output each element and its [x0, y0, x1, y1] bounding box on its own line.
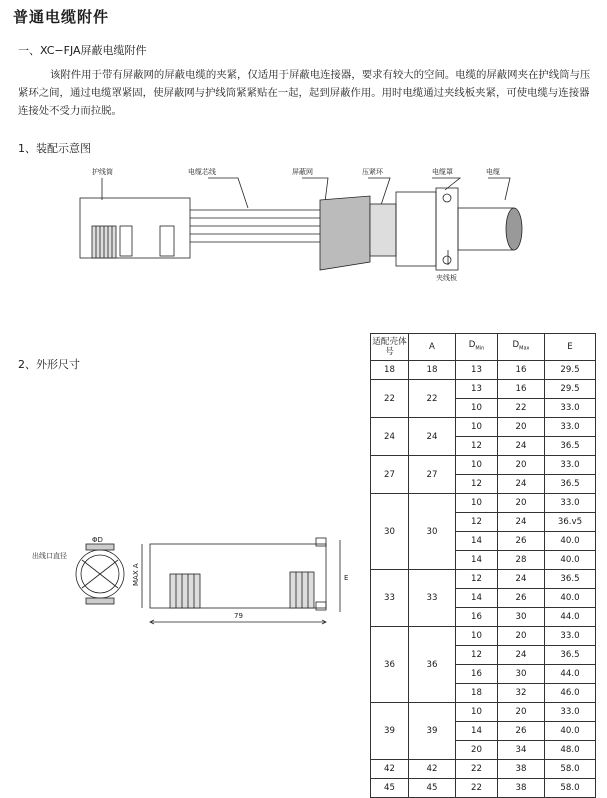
- table-row: [371, 760, 596, 779]
- dimension-drawing: [30, 530, 350, 630]
- cell-dmax: 30: [498, 608, 545, 627]
- cell-e: 40.0: [545, 551, 596, 570]
- cell-dmax: 26: [498, 532, 545, 551]
- cell-e: 36.5: [545, 646, 596, 665]
- leader-shield: [302, 178, 328, 202]
- table-row: [371, 627, 596, 646]
- cell-e: 44.0: [545, 608, 596, 627]
- cell-dmax: 20: [498, 627, 545, 646]
- cell-dmin: 13: [456, 380, 498, 399]
- assembly-drawing: [70, 160, 530, 290]
- cell-shell: 42: [371, 760, 409, 779]
- assembly-heading: 1、装配示意图: [18, 142, 91, 155]
- label-shield: 屏蔽网: [292, 168, 313, 176]
- intro-text: 该附件用于带有屏蔽网的屏蔽电缆的夹紧，仅适用于屏蔽电连接器，要求有较大的空间。电缆的屏蔽网夹在护线筒与压紧环之间，通过电缆罩紧固，使屏蔽网与护线筒紧紧贴在一起，起到屏蔽作用。用时电缆通过夹线板夹紧，可使电缆与连接器连接处不受力而拉脱。: [18, 69, 591, 117]
- cell-dmin: 12: [456, 646, 498, 665]
- cell-e: 40.0: [545, 589, 596, 608]
- label-core: 电缆芯线: [188, 168, 216, 176]
- cell-a: 24: [409, 418, 456, 456]
- leader-ring: [368, 178, 390, 208]
- cell-e: 33.0: [545, 418, 596, 437]
- cell-shell: 39: [371, 703, 409, 760]
- cell-dmax: 24: [498, 475, 545, 494]
- cable-cover: [396, 192, 436, 266]
- cell-e: 36.5: [545, 475, 596, 494]
- cell-dmax: 26: [498, 722, 545, 741]
- cell-dmax: 24: [498, 570, 545, 589]
- cell-a: 27: [409, 456, 456, 494]
- cell-dmin: 20: [456, 741, 498, 760]
- cell-dmin: 18: [456, 684, 498, 703]
- cell-dmax: 34: [498, 741, 545, 760]
- cell-shell: 33: [371, 570, 409, 627]
- cell-e: 44.0: [545, 665, 596, 684]
- cell-dmax: 28: [498, 551, 545, 570]
- cell-e: 29.5: [545, 380, 596, 399]
- label-phi-d: ΦD: [92, 536, 103, 544]
- cell-shell: 27: [371, 456, 409, 494]
- clamp-plate: [436, 188, 458, 270]
- cell-dmax: 24: [498, 513, 545, 532]
- cell-dmin: 16: [456, 608, 498, 627]
- table-row: [371, 703, 596, 722]
- leader-cable: [488, 178, 510, 200]
- table-header-row: [371, 334, 596, 361]
- cell-a: 45: [409, 779, 456, 798]
- label-e: E: [344, 574, 349, 582]
- cell-dmin: 14: [456, 589, 498, 608]
- cell-dmax: 24: [498, 646, 545, 665]
- cell-e: 40.0: [545, 532, 596, 551]
- cell-e: 33.0: [545, 456, 596, 475]
- cell-dmin: 10: [456, 494, 498, 513]
- cell-shell: 24: [371, 418, 409, 456]
- cell-dmax: 20: [498, 456, 545, 475]
- cell-dmax: 30: [498, 665, 545, 684]
- cell-a: 42: [409, 760, 456, 779]
- cell-a: 39: [409, 703, 456, 760]
- cell-dmax: 16: [498, 380, 545, 399]
- cell-dmin: 12: [456, 475, 498, 494]
- table-body: [371, 361, 596, 798]
- header-e: E: [545, 334, 596, 361]
- cell-shell: 30: [371, 494, 409, 570]
- header-a: A: [409, 334, 456, 361]
- header-dmin: $D_{Min}$: [456, 334, 498, 361]
- table-row: [371, 494, 596, 513]
- label-length: 79: [234, 612, 243, 620]
- cell-a: 22: [409, 380, 456, 418]
- cell-a: 33: [409, 570, 456, 627]
- cell-dmin: 14: [456, 722, 498, 741]
- cell-e: 33.0: [545, 627, 596, 646]
- cell-e: 40.0: [545, 722, 596, 741]
- header-shell: 适配壳体号: [371, 334, 409, 361]
- cell-shell: 18: [371, 361, 409, 380]
- label-cover: 电缆罩: [432, 168, 453, 176]
- cell-dmin: 12: [456, 437, 498, 456]
- table-row: [371, 418, 596, 437]
- cell-a: 18: [409, 361, 456, 380]
- cell-dmax: 16: [498, 361, 545, 380]
- table-row: [371, 570, 596, 589]
- label-max-a: MAX A: [132, 563, 140, 586]
- label-cable: 电缆: [486, 168, 500, 176]
- spec-table: [370, 333, 596, 798]
- leader-core: [208, 178, 248, 208]
- connector-nut: [160, 226, 174, 256]
- cell-e: 36.5: [545, 570, 596, 589]
- cell-dmax: 20: [498, 418, 545, 437]
- cell-a: 36: [409, 627, 456, 703]
- label-outlet: 出线口直径: [32, 552, 67, 560]
- cell-shell: 36: [371, 627, 409, 703]
- table-row: [371, 456, 596, 475]
- dimensions-heading: 2、外形尺寸: [18, 358, 80, 371]
- cell-dmin: 10: [456, 703, 498, 722]
- cell-dmin: 13: [456, 361, 498, 380]
- cell-dmax: 38: [498, 779, 545, 798]
- section-heading-1: 一、XC−FJA屏蔽电缆附件: [18, 44, 147, 57]
- cell-shell: 22: [371, 380, 409, 418]
- cell-a: 30: [409, 494, 456, 570]
- cell-e: 36.v5: [545, 513, 596, 532]
- cell-dmin: 22: [456, 779, 498, 798]
- cell-dmin: 12: [456, 570, 498, 589]
- cell-dmax: 38: [498, 760, 545, 779]
- page-title: 普通电缆附件: [13, 8, 110, 26]
- press-ring: [370, 204, 396, 256]
- cell-e: 29.5: [545, 361, 596, 380]
- cell-dmin: 22: [456, 760, 498, 779]
- cell-e: 36.5: [545, 437, 596, 456]
- cell-dmin: 10: [456, 627, 498, 646]
- header-dmax: $D_{Max}$: [498, 334, 545, 361]
- cell-dmin: 10: [456, 456, 498, 475]
- cell-e: 58.0: [545, 779, 596, 798]
- cell-shell: 45: [371, 779, 409, 798]
- cell-dmin: 12: [456, 513, 498, 532]
- cell-dmin: 10: [456, 399, 498, 418]
- cell-dmin: 16: [456, 665, 498, 684]
- shield-braid: [320, 196, 370, 270]
- cell-e: 33.0: [545, 494, 596, 513]
- cell-dmax: 32: [498, 684, 545, 703]
- cell-e: 48.0: [545, 741, 596, 760]
- cell-dmax: 22: [498, 399, 545, 418]
- table-row: [371, 361, 596, 380]
- cell-dmin: 14: [456, 532, 498, 551]
- cell-dmax: 20: [498, 494, 545, 513]
- label-sleeve: 护线筒: [92, 168, 113, 176]
- cell-dmin: 10: [456, 418, 498, 437]
- cell-dmin: 14: [456, 551, 498, 570]
- cell-dmax: 26: [498, 589, 545, 608]
- connector-slot: [120, 226, 132, 256]
- table-row: [371, 380, 596, 399]
- label-clamp: 夹线板: [436, 274, 457, 282]
- cell-dmax: 20: [498, 703, 545, 722]
- cell-e: 46.0: [545, 684, 596, 703]
- cell-e: 33.0: [545, 703, 596, 722]
- cell-e: 33.0: [545, 399, 596, 418]
- table-row: [371, 779, 596, 798]
- cell-e: 58.0: [545, 760, 596, 779]
- label-ring: 压紧环: [362, 168, 383, 176]
- cell-dmax: 24: [498, 437, 545, 456]
- intro-paragraph: [18, 66, 594, 120]
